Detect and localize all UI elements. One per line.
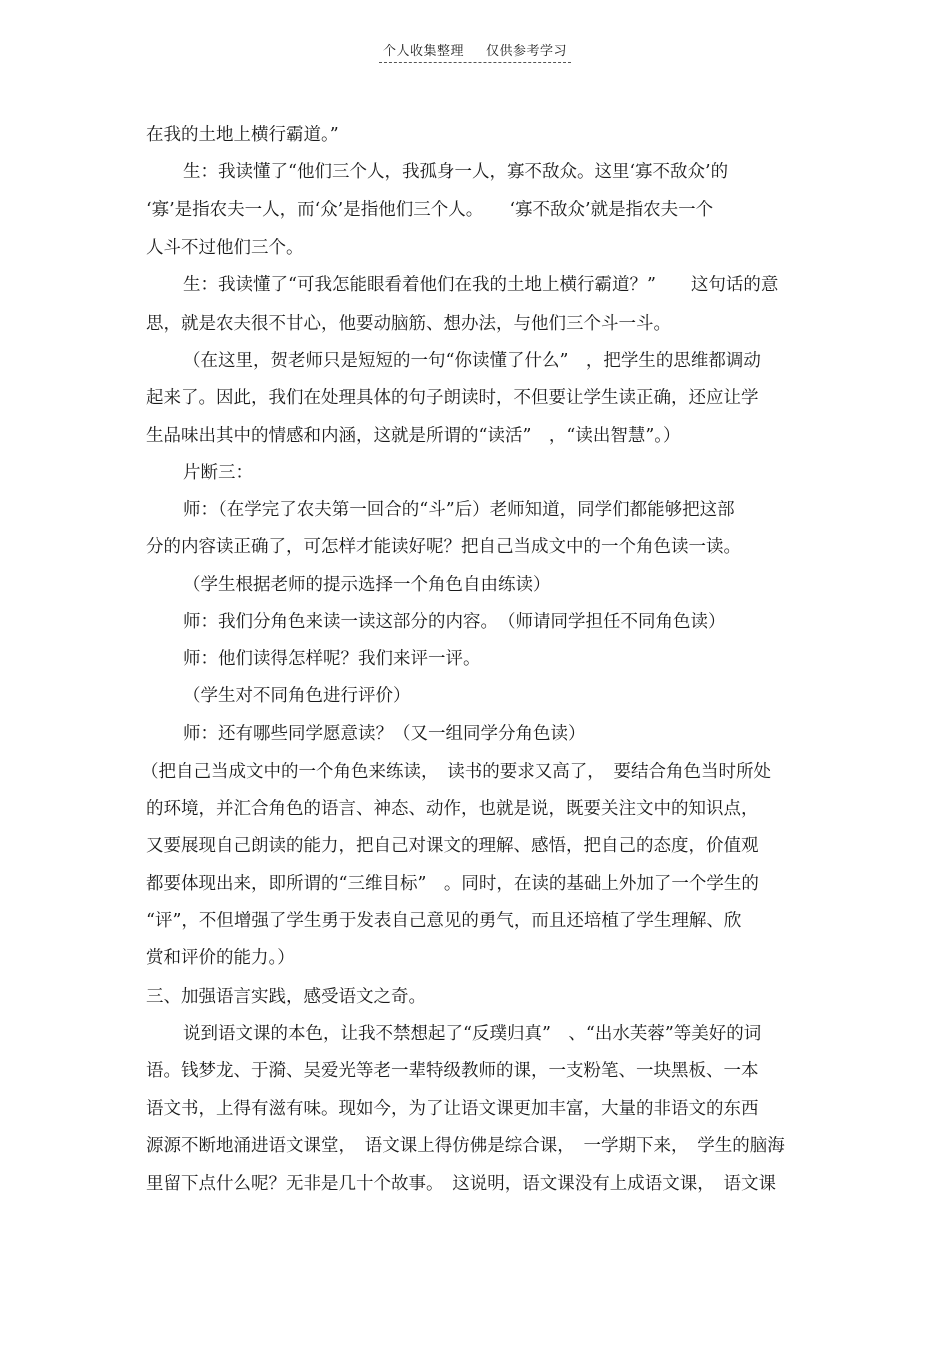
text-line: “评”，不但增强了学生勇于发表自己意见的勇气，而且还培植了学生理解、欣 xyxy=(146,911,742,931)
text-line: （学生对不同角色进行评价） xyxy=(183,686,411,706)
text-line: 赏和评价的能力。） xyxy=(146,948,295,968)
text-line: 源源不断地涌进语文课堂， 语文课上得仿佛是综合课， 一学期下来， 学生的脑海 xyxy=(146,1136,785,1156)
text-line: ‘寡’是指农夫一人，而‘众’是指他们三个人。 ‘寡不敌众’就是指农夫一个 xyxy=(146,200,714,220)
text-line: 的环境，并汇合角色的语言、神态、动作，也就是说，既要关注文中的知识点， xyxy=(146,799,759,819)
text-line: 师：（在学完了农夫第一回合的“斗”后）老师知道，同学们都能够把这部 xyxy=(183,500,735,520)
text-line: （在这里，贺老师只是短短的一句“你读懂了什么” ，把学生的思维都调动 xyxy=(183,351,761,371)
text-line: （把自己当成文中的一个角色来练读， 读书的要求又高了， 要结合角色当时所处 xyxy=(141,762,771,782)
section-heading: 片断三： xyxy=(183,463,253,483)
header-right-text: 仅供参考学习 xyxy=(486,44,568,59)
text-line: 分的内容读正确了，可怎样才能读好呢？把自己当成文中的一个角色读一读。 xyxy=(146,537,741,557)
page-header xyxy=(0,40,950,63)
text-line: 生：我读懂了“可我怎能眼看着他们在我的土地上横行霸道？” 这句话的意 xyxy=(183,275,779,295)
text-line: 师：我们分角色来读一读这部分的内容。 （师请同学担任不同角色读） xyxy=(183,612,726,632)
text-line: 都要体现出来，即所谓的“三维目标” 。同时，在读的基础上外加了一个学生的 xyxy=(146,874,759,894)
text-line: 又要展现自己朗读的能力，把自己对课文的理解、感悟，把自己的态度，价值观 xyxy=(146,836,759,856)
text-line: （学生根据老师的提示选择一个角色自由练读） xyxy=(183,575,551,595)
header-left-text: 个人收集整理 xyxy=(382,44,464,59)
text-line: 生品味出其中的情感和内涵，这就是所谓的“读活” ，“读出智慧”。） xyxy=(146,426,681,446)
text-line: 在我的土地上横行霸道。” xyxy=(146,125,339,145)
text-line: 语。钱梦龙、于漪、吴爱光等老一辈特级教师的课，一支粉笔、一块黑板、一本 xyxy=(146,1061,759,1081)
text-line: 师：还有哪些同学愿意读？（又一组同学分角色读） xyxy=(183,724,586,744)
section-heading: 三、加强语言实践，感受语文之奇。 xyxy=(146,987,426,1007)
text-line: 思，就是农夫很不甘心，他要动脑筋、想办法，与他们三个斗一斗。 xyxy=(146,314,671,334)
text-line: 起来了。因此，我们在处理具体的句子朗读时，不但要让学生读正确，还应让学 xyxy=(146,388,759,408)
text-line: 生：我读懂了“他们三个人，我孤身一人，寡不敌众。这里‘寡不敌众’的 xyxy=(183,162,729,182)
text-line: 里留下点什么呢？无非是几十个故事。 这说明，语文课没有上成语文课， 语文课 xyxy=(146,1174,776,1194)
header-text xyxy=(379,40,571,63)
text-line: 师：他们读得怎样呢？我们来评一评。 xyxy=(183,649,481,669)
text-line: 人斗不过他们三个。 xyxy=(146,238,304,258)
text-line: 语文书，上得有滋有味。现如今，为了让语文课更加丰富，大量的非语文的东西 xyxy=(146,1099,759,1119)
text-line: 说到语文课的本色，让我不禁想起了“反璞归真” 、“出水芙蓉”等美好的词 xyxy=(183,1024,762,1044)
